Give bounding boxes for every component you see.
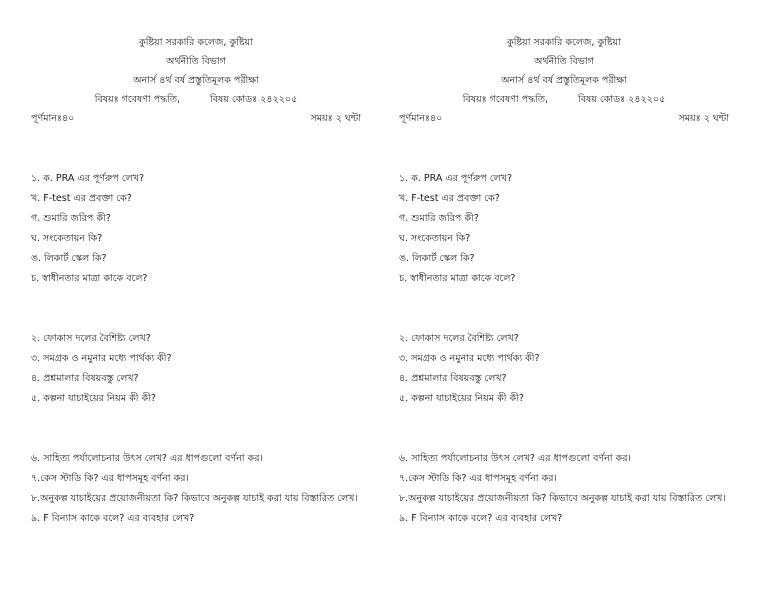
question-item: ৮.অনুকল্প যাচাইয়ের প্রয়োজনীয়তা কি? কিভাবে অনুকল্প যাচাই করা যায় বিস্তারিত লেখ। [399,493,726,504]
question-item: ৪. প্রশ্নমালার বিষয়বস্তু লেখ? [399,373,507,384]
section-title [399,129,729,149]
question-item: ৬. সাহিত্য পর্যালোচনার উৎস লেখ? এর ধাপগুলো বর্ণনা কর। [399,453,631,464]
question-list [399,329,729,409]
subject-line [31,90,361,109]
question-item: ৩. সমগ্রক ও নমুনার মধ্যে পার্থক্য কী? [399,353,540,364]
full-marks: পূর্ণমানঃ৪০ [399,113,443,124]
question-item: ২. ফোকাস দলের বৈশিষ্ট্য লেখ? [399,333,519,344]
sections-container [31,129,361,529]
section-instruction-row [31,309,361,329]
question-item: চ. স্বাধীনতার মাত্রা কাকে বলে? [399,273,516,284]
question-item: গ. শুমারি জরিপ কী? [399,213,479,224]
subject-code: বিষয় কোডঃ ২৪২২০৫ [578,94,666,105]
question-item: ঙ. লিকার্ট স্কেল কি? [399,253,475,264]
question-item: ৩. সমগ্রক ও নমুনার মধ্যে পার্থক্য কী? [31,353,172,364]
question-item: ৪. প্রশ্নমালার বিষয়বস্তু লেখ? [31,373,139,384]
exam-section [399,129,729,289]
subject-name: বিষয়ঃ গবেষণা পদ্ধতি, [462,94,549,105]
question-item: ৯. F বিন্যাস কাকে বলে? এর ব্যবহার লেখ? [31,513,195,524]
department-name: অর্থনীতি বিভাগ [166,56,226,67]
marks-time-row [31,109,361,129]
department-name: অর্থনীতি বিভাগ [534,56,594,67]
question-item: গ. শুমারি জরিপ কী? [31,213,111,224]
exam-time: সময়ঃ ২ ঘন্টা [310,113,361,124]
question-item: ঘ. সংকেতায়ন কি? [31,233,103,244]
full-marks: পূর্ণমানঃ৪০ [31,113,75,124]
question-item: ৭.কেস স্টাডি কি? এর ধাপসমূহ বর্ণনা কর। [399,473,557,484]
question-item: চ. স্বাধীনতার মাত্রা কাকে বলে? [31,273,148,284]
college-name: কুষ্টিয়া সরকারি কলেজ, কুষ্টিয়া [507,37,621,48]
exam-title: অনার্স ৪র্থ বর্ষ প্রস্তুতিমূলক পরীক্ষা [133,75,259,86]
question-list [31,329,361,409]
exam-section [399,289,729,409]
question-item: খ. F-test এর প্রবক্তা কে? [399,193,500,204]
question-item: ৭.কেস স্টাডি কি? এর ধাপসমূহ বর্ণনা কর। [31,473,189,484]
question-item: ঙ. লিকার্ট স্কেল কি? [31,253,107,264]
question-item: ৫. কল্পনা যাচাইয়ের নিয়ম কী কী? [399,393,524,404]
question-item: ১. ক. PRA এর পূর্ণরুপ লেখ? [399,173,512,184]
section-instruction-row [399,149,729,169]
section-instruction-row [31,429,361,449]
question-item: ঘ. সংকেতায়ন কি? [399,233,471,244]
question-item: ৯. F বিন্যাস কাকে বলে? এর ব্যবহার লেখ? [399,513,563,524]
subject-line [399,90,729,109]
section-title [399,409,729,429]
question-item: ৮.অনুকল্প যাচাইয়ের প্রয়োজনীয়তা কি? কিভাবে অনুকল্প যাচাই করা যায় বিস্তারিত লেখ। [31,493,358,504]
question-item: ৫. কল্পনা যাচাইয়ের নিয়ম কী কী? [31,393,156,404]
question-list [399,169,729,289]
sections-container [399,129,729,529]
subject-code: বিষয় কোডঃ ২৪২২০৫ [210,94,298,105]
question-item: ৬. সাহিত্য পর্যালোচনার উৎস লেখ? এর ধাপগুলো বর্ণনা কর। [31,453,263,464]
exam-title: অনার্স ৪র্থ বর্ষ প্রস্তুতিমূলক পরীক্ষা [501,75,627,86]
exam-paper-right [399,33,729,529]
section-instruction-row [399,429,729,449]
section-title [31,129,361,149]
exam-paper-left [31,33,361,529]
exam-time: সময়ঃ ২ ঘন্টা [678,113,729,124]
marks-time-row [399,109,729,129]
question-list [31,449,361,529]
question-item: খ. F-test এর প্রবক্তা কে? [31,193,132,204]
subject-name: বিষয়ঃ গবেষণা পদ্ধতি, [94,94,181,105]
question-item: ২. ফোকাস দলের বৈশিষ্ট্য লেখ? [31,333,151,344]
section-instruction-row [31,149,361,169]
question-list [31,169,361,289]
exam-section [31,409,361,529]
section-title [399,289,729,309]
section-title [31,409,361,429]
question-item: ১. ক. PRA এর পূর্ণরুপ লেখ? [31,173,144,184]
question-list [399,449,729,529]
section-instruction-row [399,309,729,329]
college-name: কুষ্টিয়া সরকারি কলেজ, কুষ্টিয়া [139,37,253,48]
exam-section [399,409,729,529]
exam-section [31,289,361,409]
section-title [31,289,361,309]
exam-section [31,129,361,289]
